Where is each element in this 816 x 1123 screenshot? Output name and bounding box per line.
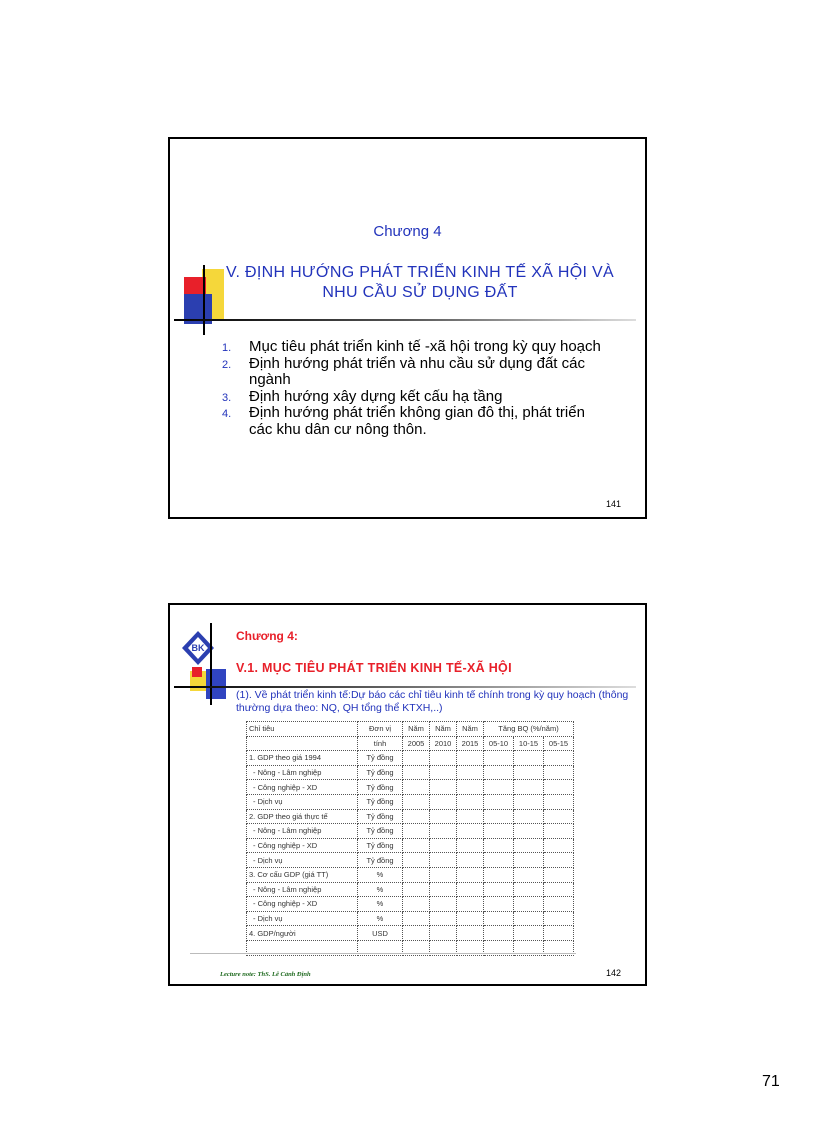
empty-cell: [430, 751, 457, 766]
row-label: - Nông - Lâm nghiệp: [247, 765, 358, 780]
header-cell: Năm: [403, 722, 430, 737]
empty-cell: [457, 926, 484, 941]
empty-cell: [484, 765, 514, 780]
list-text: Định hướng phát triển và nhu cầu sử dụng đất các ngành: [249, 354, 585, 388]
table-row: [247, 853, 574, 868]
empty-cell: [514, 751, 544, 766]
header-cell: Đơn vị: [358, 722, 403, 737]
empty-cell: [403, 809, 430, 824]
slide-page-number: 141: [605, 499, 621, 509]
decor-red-square: [192, 667, 202, 677]
empty-cell: [484, 824, 514, 839]
empty-cell: [484, 867, 514, 882]
empty-cell: [430, 838, 457, 853]
empty-cell: [544, 911, 574, 926]
row-label: 4. GDP/người: [247, 926, 358, 941]
empty-cell: [457, 765, 484, 780]
empty-cell: [544, 809, 574, 824]
empty-cell: [430, 794, 457, 809]
row-label: - Nông - Lâm nghiệp: [247, 882, 358, 897]
empty-cell: [484, 780, 514, 795]
row-label: - Dịch vụ: [247, 794, 358, 809]
empty-cell: [514, 897, 544, 912]
row-unit: Tỷ đồng: [358, 824, 403, 839]
table-row: [247, 838, 574, 853]
list-number: 1.: [222, 342, 232, 354]
table-row: [247, 780, 574, 795]
empty-cell: [430, 765, 457, 780]
empty-cell: [484, 794, 514, 809]
empty-cell: [544, 882, 574, 897]
empty-cell: [457, 882, 484, 897]
slide-title: V.1. MỤC TIÊU PHÁT TRIỂN KINH TẾ-XÃ HỘI: [236, 661, 512, 675]
empty-cell: [457, 809, 484, 824]
empty-cell: [430, 882, 457, 897]
slide-title: V. ĐỊNH HƯỚNG PHÁT TRIỂN KINH TẾ XÃ HỘI VÀ NHU CẦU SỬ DỤNG ĐẤT: [226, 264, 614, 301]
empty-cell: [484, 853, 514, 868]
empty-cell: [544, 853, 574, 868]
empty-cell: [484, 882, 514, 897]
header-cell: 2005: [403, 736, 430, 751]
empty-cell: [430, 853, 457, 868]
header-cell: 05-10: [484, 736, 514, 751]
empty-cell: [514, 780, 544, 795]
empty-cell: [514, 838, 544, 853]
row-label: - Nông - Lâm nghiệp: [247, 824, 358, 839]
decor-vertical-line: [203, 265, 205, 335]
table-row: [247, 911, 574, 926]
row-label: 3. Cơ cấu GDP (giá TT): [247, 867, 358, 882]
empty-cell: [457, 780, 484, 795]
empty-cell: [457, 897, 484, 912]
empty-cell: [403, 926, 430, 941]
empty-cell: [484, 751, 514, 766]
empty-cell: [484, 838, 514, 853]
header-cell: [247, 736, 358, 751]
row-label: 2. GDP theo giá thực tế: [247, 809, 358, 824]
table-row: [247, 794, 574, 809]
row-unit: %: [358, 897, 403, 912]
row-unit: Tỷ đồng: [358, 809, 403, 824]
header-cell: 2010: [430, 736, 457, 751]
row-unit: %: [358, 867, 403, 882]
logo-text: BK: [191, 643, 205, 653]
empty-cell: [457, 911, 484, 926]
row-label: - Công nghiệp - XD: [247, 780, 358, 795]
empty-cell: [403, 882, 430, 897]
empty-cell: [514, 926, 544, 941]
list-number: 2.: [222, 358, 232, 371]
header-cell: 10-15: [514, 736, 544, 751]
empty-cell: [403, 824, 430, 839]
empty-cell: [457, 794, 484, 809]
row-unit: Tỷ đồng: [358, 794, 403, 809]
row-unit: Tỷ đồng: [358, 853, 403, 868]
empty-cell: [514, 824, 544, 839]
topic-list: [222, 339, 602, 438]
empty-cell: [484, 926, 514, 941]
empty-cell: [403, 765, 430, 780]
table-row: [247, 809, 574, 824]
list-text: Định hướng xây dựng kết cấu hạ tầng: [249, 387, 503, 405]
empty-cell: [457, 824, 484, 839]
list-item: [222, 389, 602, 406]
row-unit: Tỷ đồng: [358, 765, 403, 780]
decor-vertical-line: [210, 623, 212, 705]
document-page-number: 71: [762, 1073, 780, 1090]
row-unit: USD: [358, 926, 403, 941]
list-number: 4.: [222, 408, 232, 420]
row-unit: Tỷ đồng: [358, 838, 403, 853]
row-unit: %: [358, 882, 403, 897]
empty-cell: [484, 897, 514, 912]
empty-cell: [514, 867, 544, 882]
empty-cell: [430, 911, 457, 926]
list-item: [222, 405, 602, 438]
empty-cell: [514, 794, 544, 809]
list-text: Mục tiêu phát triển kinh tế -xã hội trong kỳ quy hoạch: [249, 338, 601, 355]
row-label: - Dịch vụ: [247, 911, 358, 926]
row-unit: Tỷ đồng: [358, 780, 403, 795]
row-label: - Công nghiệp - XD: [247, 897, 358, 912]
empty-cell: [457, 751, 484, 766]
empty-cell: [403, 751, 430, 766]
table-row: [247, 867, 574, 882]
table-row: [247, 897, 574, 912]
slide-142: [168, 603, 647, 986]
decor-horizontal-line: [174, 686, 636, 688]
slide-chapter: Chương 4: [373, 223, 442, 240]
decor-blue-square: [206, 669, 226, 699]
empty-cell: [544, 897, 574, 912]
slide-141: [168, 137, 647, 519]
empty-cell: [544, 867, 574, 882]
empty-cell: [514, 882, 544, 897]
empty-cell: [484, 911, 514, 926]
empty-cell: [544, 794, 574, 809]
header-cell: Năm: [457, 722, 484, 737]
row-unit: Tỷ đồng: [358, 751, 403, 766]
empty-cell: [544, 751, 574, 766]
footer-divider: [190, 953, 576, 954]
table-header-row: [247, 722, 574, 737]
empty-cell: [457, 853, 484, 868]
row-unit: %: [358, 911, 403, 926]
slide-chapter: Chương 4:: [236, 629, 298, 643]
row-label: - Dịch vụ: [247, 853, 358, 868]
empty-cell: [514, 853, 544, 868]
header-cell: Tăng BQ (%/năm): [484, 722, 574, 737]
lecture-note: Lecture note: ThS. Lê Cảnh Định: [220, 971, 311, 978]
table-row: [247, 824, 574, 839]
empty-cell: [403, 867, 430, 882]
empty-cell: [457, 867, 484, 882]
list-item: [222, 356, 602, 389]
empty-cell: [544, 765, 574, 780]
empty-cell: [403, 780, 430, 795]
empty-cell: [484, 809, 514, 824]
list-text: Định hướng phát triển không gian đô thị, phát triển các khu dân cư nông thôn.: [249, 404, 585, 438]
table-row: [247, 882, 574, 897]
empty-cell: [514, 765, 544, 780]
empty-cell: [544, 838, 574, 853]
indicator-table: [246, 721, 574, 956]
empty-cell: [403, 897, 430, 912]
empty-cell: [514, 809, 544, 824]
empty-cell: [544, 926, 574, 941]
empty-cell: [430, 867, 457, 882]
empty-cell: [403, 838, 430, 853]
empty-cell: [430, 926, 457, 941]
header-cell: 05-15: [544, 736, 574, 751]
empty-cell: [457, 838, 484, 853]
empty-cell: [430, 780, 457, 795]
decor-horizontal-line: [174, 319, 636, 321]
table-row: [247, 751, 574, 766]
table-row: [247, 765, 574, 780]
header-cell: Năm: [430, 722, 457, 737]
table-row: [247, 926, 574, 941]
empty-cell: [544, 780, 574, 795]
table-header-row: [247, 736, 574, 751]
empty-cell: [430, 897, 457, 912]
empty-cell: [430, 824, 457, 839]
header-cell: Chỉ tiêu: [247, 722, 358, 737]
row-label: - Công nghiệp - XD: [247, 838, 358, 853]
list-item: [222, 339, 602, 356]
empty-cell: [403, 911, 430, 926]
row-label: 1. GDP theo giá 1994: [247, 751, 358, 766]
empty-cell: [544, 824, 574, 839]
empty-cell: [403, 794, 430, 809]
header-cell: 2015: [457, 736, 484, 751]
slide-page-number: 142: [605, 968, 621, 978]
list-number: 3.: [222, 391, 232, 404]
empty-cell: [403, 853, 430, 868]
header-cell: tính: [358, 736, 403, 751]
empty-cell: [430, 809, 457, 824]
empty-cell: [514, 911, 544, 926]
slide-description: (1). Về phát triển kinh tế:Dự báo các chỉ tiêu kinh tế chính trong kỳ quy hoạch (thông thường dựa theo: NQ, QH tổng thể KTXH,..): [236, 689, 629, 714]
